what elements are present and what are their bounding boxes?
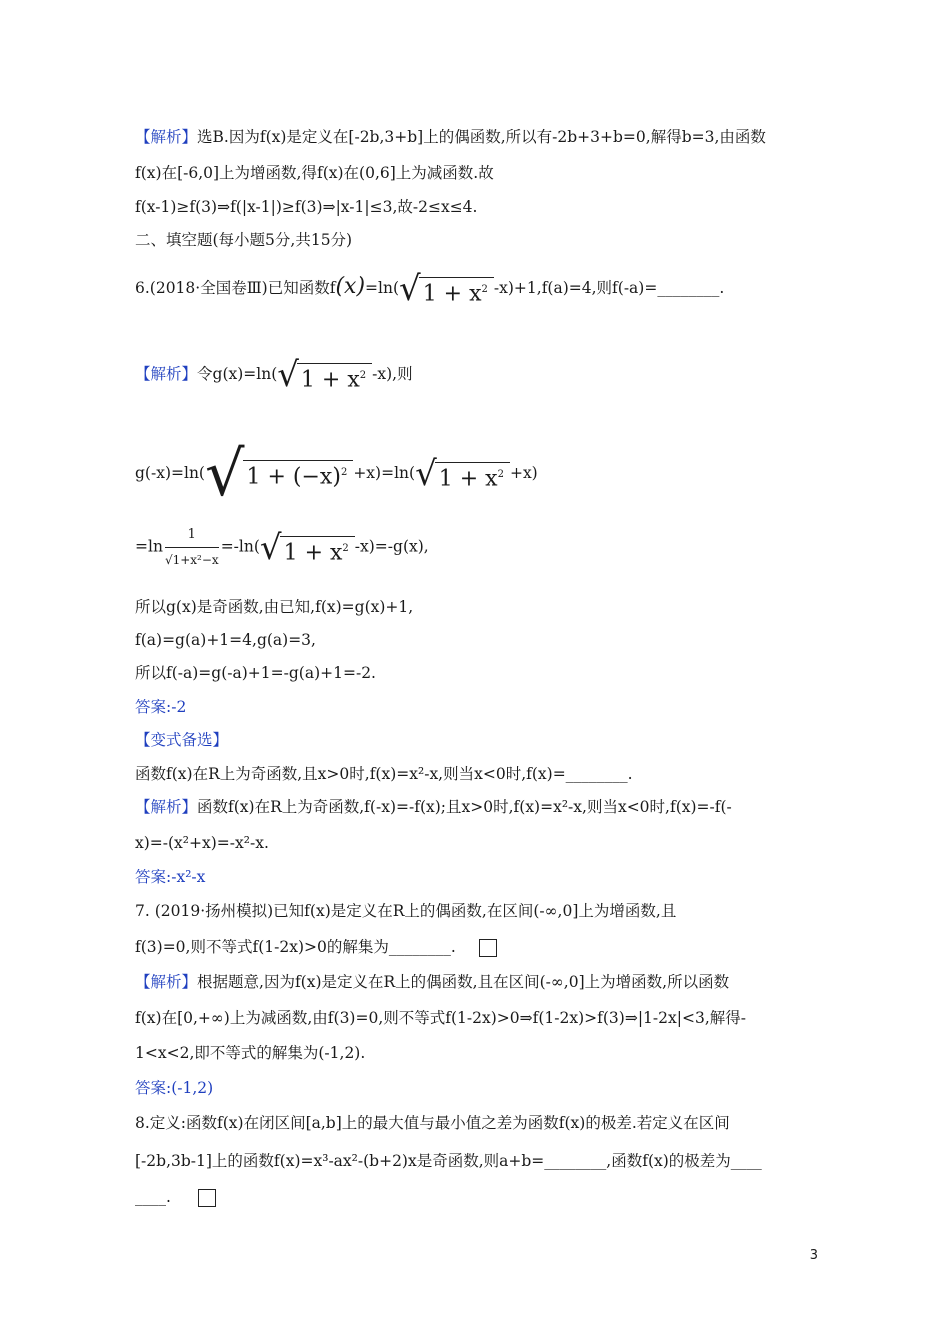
variant-tag: 【变式备选】 <box>135 731 229 749</box>
section-heading-fill-in: 二、填空题(每小题5分,共15分) <box>135 231 353 249</box>
solution-6-line-1: 【解析】令$g(x)=\ln(√1 + x^2$ -x),则 <box>135 355 413 395</box>
variant-solution-line-2: x)=-(x²+x)=-x²-x. <box>135 834 269 852</box>
solution-6-line-4: 所以g(x)是奇函数,由已知,f(x)=g(x)+1, <box>135 598 414 616</box>
solution-5-line-2: f(x)在[-6,0]上为增函数,得f(x)在(0,6]上为减函数.故 <box>135 164 494 182</box>
question-6: 6.(2018·全国卷Ⅲ)已知函数$f(x)=\ln(√1 + x^2$ -x)+1,f(a)=4,则f(-a)=________. <box>135 269 725 309</box>
question-8-line-2: [-2b,3b-1]上的函数f(x)=x³-ax²-(b+2)x是奇函数,则a+b=________,函数f(x)的极差为____ <box>135 1152 762 1170</box>
sqrt-expression: $√1 + x^2$ <box>399 272 494 306</box>
solution-6-line-3: =ln $\frac{1}{\text{√1+x²−x}}$ $=-\ln(√1 + x^2$ -x)=-g(x), <box>135 525 429 570</box>
solution-5-line-1: 【解析】选B.因为f(x)是定义在[-2b,3+b]上的偶函数,所以有-2b+3+b=0,解得b=3,由函数 <box>135 128 766 146</box>
analysis-tag: 【解析】 <box>135 365 198 383</box>
sqrt-expression: $√1 + (-x)^2$ <box>205 446 353 502</box>
variant-question: 函数f(x)在R上为奇函数,且x>0时,f(x)=x²-x,则当x<0时,f(x)=________. <box>135 765 633 783</box>
solution-6-line-6: 所以f(-a)=g(-a)+1=-g(a)+1=-2. <box>135 664 376 682</box>
question-7-line-1: 7. (2019·扬州模拟)已知f(x)是定义在R上的偶函数,在区间(-∞,0]上为增函数,且 <box>135 902 677 920</box>
answer-7: 答案:(-1,2) <box>135 1079 214 1097</box>
sqrt-expression: $√1 + x^2$ <box>277 358 372 392</box>
answer-6: 答案:-2 <box>135 698 187 716</box>
fraction: $\frac{1}{\text{√1+x²−x}}$ <box>164 527 219 567</box>
sqrt-expression: $√1 + x^2$ <box>260 531 355 565</box>
solution-6-line-5: f(a)=g(a)+1=4,g(a)=3, <box>135 631 316 649</box>
variant-answer: 答案:-x²-x <box>135 868 206 886</box>
solution-6-line-2: $g(-x)=\ln(√1 + (-x)^2 +x)=\ln(√1 + x^2 +x)$ <box>135 437 538 510</box>
solution-5-line-3: f(x-1)≥f(3)⇒f(|x-1|)≥f(3)⇒|x-1|≤3,故-2≤x≤4. <box>135 198 478 216</box>
analysis-tag: 【解析】 <box>135 798 198 816</box>
solution-7-line-1: 【解析】根据题意,因为f(x)是定义在R上的偶函数,且在区间(-∞,0]上为增函数,所以函数 <box>135 973 730 991</box>
analysis-tag: 【解析】 <box>135 973 198 991</box>
variant-solution-line-1: 【解析】函数f(x)在R上为奇函数,f(-x)=-f(x);且x>0时,f(x)=x²-x,则当x<0时,f(x)=-f(- <box>135 798 732 816</box>
question-8-line-3: ____. <box>135 1187 216 1207</box>
answer-box-icon <box>479 939 497 957</box>
solution-7-line-2: f(x)在[0,+∞)上为减函数,由f(3)=0,则不等式f(1-2x)>0⇒f(1-2x)>f(3)⇒|1-2x|<3,解得- <box>135 1009 746 1027</box>
question-7-line-2: f(3)=0,则不等式f(1-2x)>0的解集为________. <box>135 937 497 957</box>
solution-7-line-3: 1<x<2,即不等式的解集为(-1,2). <box>135 1044 366 1062</box>
question-8-line-1: 8.定义:函数f(x)在闭区间[a,b]上的最大值与最小值之差为函数f(x)的极差.若定义在区间 <box>135 1114 730 1132</box>
sqrt-expression: $√1 + x^2$ <box>415 457 510 491</box>
analysis-tag: 【解析】 <box>135 128 198 146</box>
answer-box-icon <box>198 1189 216 1207</box>
page-number: 3 <box>809 1248 818 1263</box>
